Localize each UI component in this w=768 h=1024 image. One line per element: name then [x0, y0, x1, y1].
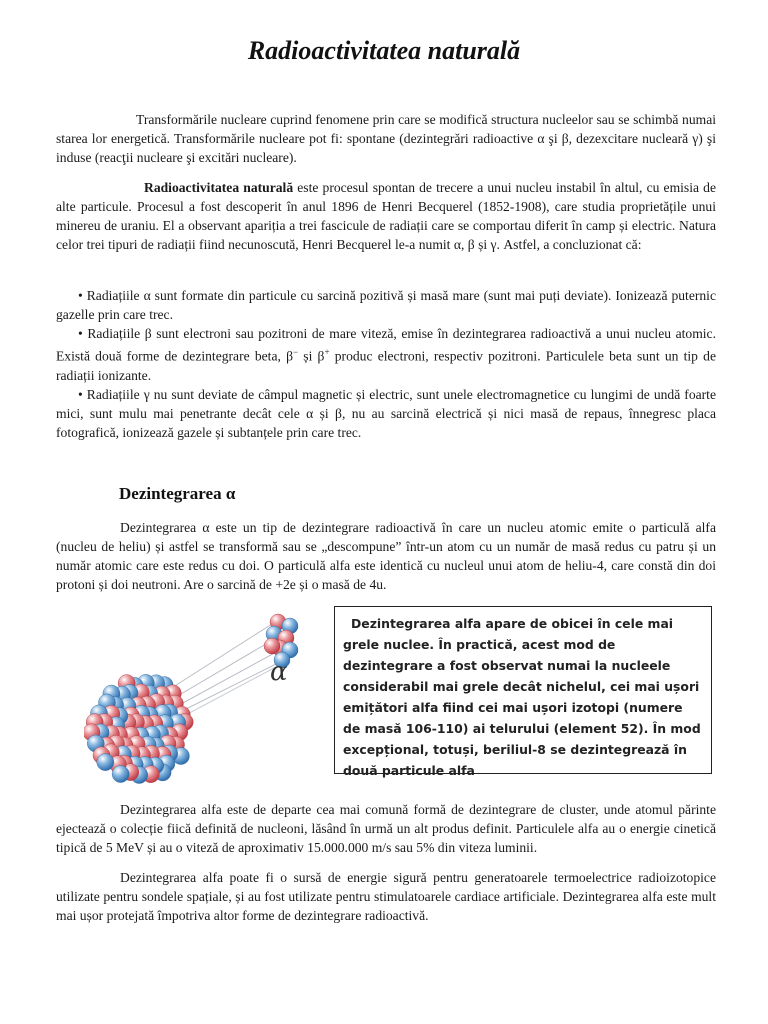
natural-radioactivity-term: Radioactivitatea naturală	[144, 180, 294, 195]
alpha-intro-paragraph	[56, 518, 716, 594]
cluster-decay-text: Dezintegrarea alfa este de departe cea mai comună formă de dezintegrare de cluster, unde atomul părinte ejectează o colecție fiică definită de nucleoni, lăsând în urmă un alt produs definit. Particulele alfa au o energie cinetică tipică de 5 MeV și au o viteză de aproximativ 15.000.000 m/s sau 5% din viteza luminii.	[56, 802, 716, 855]
bullet-gamma-text: • Radiațiile γ nu sunt deviate de câmpul magnetic și electric, sunt unele electromagnetice cu lungimi de undă foarte mici, sunt mulu mai penetrante decât cele α și β, nu au sarcină electrică și nici masă de repaus, înnegresc placa fotografică, ionizează gazele și subtanțele prin care trec.	[56, 387, 716, 440]
page-title: Radioactivitatea naturală	[247, 36, 521, 65]
natural-radioactivity-paragraph	[56, 178, 716, 254]
intro-paragraph	[56, 110, 716, 167]
bullet-alpha	[56, 286, 716, 324]
alpha-intro-text: Dezintegrarea α este un tip de dezintegrare radioactivă în care un nucleu atomic emite o particulă alfa (nucleu de heliu) și astfel se transformă sau se „descompune” într-un atom cu un număr de masă redus cu patru și un număr atomic care este redus cu doi. O particulă alfa este identică cu nucleul unui atom de heliu-4, care constă din doi protoni și doi neutroni. Are o sarcină de +2e și o masă de 4u.	[56, 520, 716, 592]
parent-nucleus	[84, 674, 193, 783]
cluster-decay-paragraph	[56, 800, 716, 857]
info-box-text: Dezintegrarea alfa apare de obicei în cele mai grele nuclee. În practică, acest mod de dezintegrare a fost observat numai la nucleele considerabil mai grele decât nichelul, cei mai ușori emițători alfa fiind cei mai ușori izotopi (numere de masă 106-110) ai telurului (element 52). În mod excepțional, totuși, beriliul-8 se dezintegrează în două particule alfa	[343, 616, 701, 778]
natural-radioactivity-text: este procesul spontan de trecere a unui nucleu instabil în altul, cu emisia de alte particule. Procesul a fost descoperit în anul 1896 de Henri Becquerel (1852-1908), care studia proprietățile unui minereu de uraniu. El a observant apariția a trei fascicule de radiații care se comportau diferit în camp și electric. Natura celor trei tipuri de radiații fiind necunoscută, Henri Becquerel le-a numit α, β și γ. Astfel, a concluzionat că:	[56, 180, 716, 252]
beta-plus-sup: +	[324, 347, 330, 357]
bullet-beta-text-3: produc electroni, respectiv pozitroni. Particulele beta sunt un tip de radiații ionizante.	[56, 348, 716, 383]
bullet-gamma	[56, 385, 716, 442]
beta-minus-sup: −	[293, 347, 299, 357]
alpha-decay-illustration	[84, 604, 324, 788]
neutron	[112, 766, 129, 783]
bullet-beta	[56, 324, 716, 385]
bullet-beta-text-1: • Radiațiile β sunt electroni sau pozitroni de mare viteză, emise în dezintegrarea radioactivă a unui nucleu atomic. Există două forme de dezintegrare beta, β	[56, 326, 716, 364]
info-box	[334, 606, 712, 778]
neutron	[97, 754, 114, 771]
intro-text: Transformările nucleare cuprind fenomene prin care se modifică structura nucleelor sau se schimbă numai starea lor energetică. Transformările nucleare pot fi: spontane (dezintegrări radioactive α şi β, dezexcitare nucleară γ) şi induse (reacţii nucleare şi excitări nucleare).	[56, 112, 716, 165]
alpha-decay-svg	[84, 604, 324, 788]
alpha-symbol-label: α	[270, 657, 288, 687]
section-heading: Dezintegrarea α	[119, 484, 236, 503]
applications-paragraph	[56, 868, 716, 925]
bullet-alpha-text: • Radiațiile α sunt formate din particule cu sarcină pozitivă și masă mare (sunt mai puți deviate). Ionizează puternic gazelle prin care trec.	[56, 288, 716, 322]
bullet-beta-text-2: și β	[298, 348, 325, 364]
applications-text: Dezintegrarea alfa poate fi o sursă de energie sigură pentru generatoarele termoelectrice radioizotopice utilizate pentru sondele spațiale, și au fost utilizate pentru stimulatoarele cardiace artificiale. Dezintegrarea alfa este mult mai ușor protejată împotriva altor forme de dezintegrare radioactivă.	[56, 870, 716, 923]
proton	[264, 638, 280, 654]
